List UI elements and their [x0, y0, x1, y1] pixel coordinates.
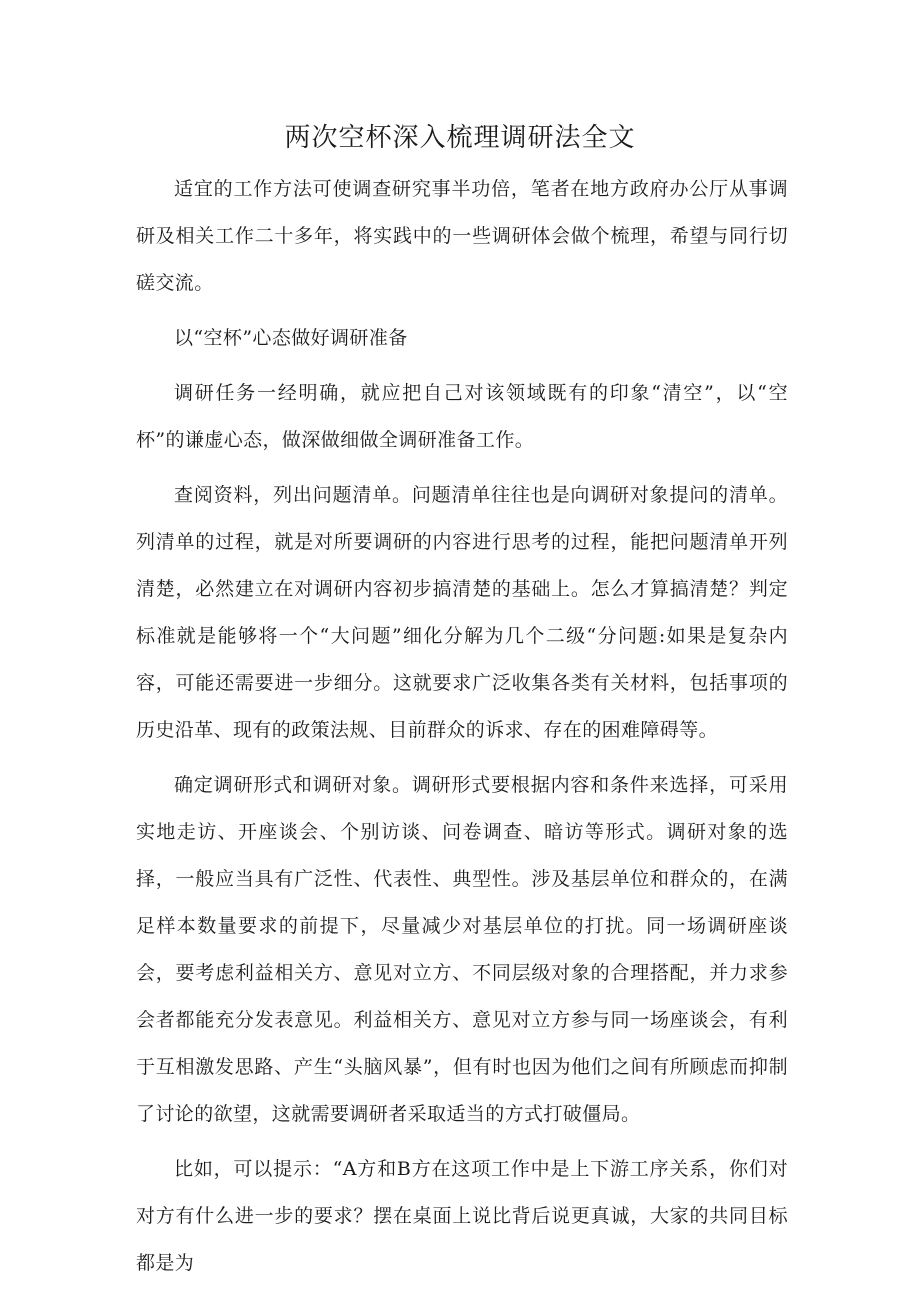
paragraph-empty-cup: 调研任务一经明确，就应把自己对该领域既有的印象“清空”，以“空杯”的谦虚心态，做深做细做全调研准备工作。	[136, 382, 788, 451]
document-body	[136, 166, 788, 1287]
paragraph-intro: 适宜的工作方法可使调查研究事半功倍，笔者在地方政府办公厅从事调研及相关工作二十多年，将实践中的一些调研体会做个梳理，希望与同行切磋交流。	[136, 178, 788, 294]
paragraph-example: 比如，可以提示：“A方和B方在这项工作中是上下游工序关系，你们对对方有什么进一步的要求？摆在桌面上说比背后说更真诚，大家的共同目标都是为	[136, 1158, 788, 1274]
section-heading: 以“空杯”心态做好调研准备	[174, 327, 408, 349]
paragraph-research-form: 确定调研形式和调研对象。调研形式要根据内容和条件来选择，可采用实地走访、开座谈会、个别访谈、问卷调查、暗访等形式。调研对象的选择，一般应当具有广泛性、代表性、典型性。涉及基层单位和群众的，在满足样本数量要求的前提下，尽量减少对基层单位的打扰。同一场调研座谈会，要考虑利益相关方、意见对立方、不同层级对象的合理搭配，并力求参会者都能充分发表意见。利益相关方、意见对立方参与同一场座谈会，有利于互相激发思路、产生“头脑风暴”，但有时也因为他们之间有所顾虑而抑制了讨论的欲望，这就需要调研者采取适当的方式打破僵局。	[136, 774, 788, 1125]
document-title: 两次空杯深入梳理调研法全文	[284, 123, 636, 153]
paragraph-question-list: 查阅资料，列出问题清单。问题清单往往也是向调研对象提问的清单。列清单的过程，就是对所要调研的内容进行思考的过程，能把问题清单开列清楚，必然建立在对调研内容初步搞清楚的基础上。怎么才算搞清楚？判定标准就是能够将一个“大问题”细化分解为几个二级“分问题:如果是复杂内容，可能还需要进一步细分。这就要求广泛收集各类有关材料，包括事项的历史沿革、现有的政策法规、目前群众的诉求、存在的困难障碍等。	[136, 484, 788, 741]
